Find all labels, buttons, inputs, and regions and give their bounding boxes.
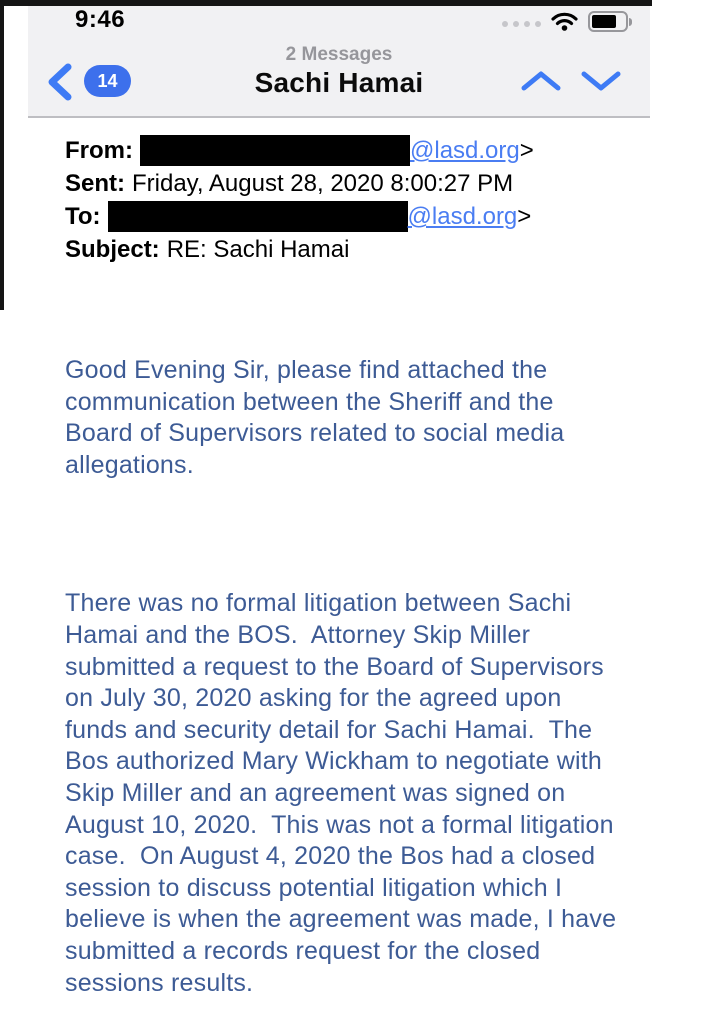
from-label: From: (65, 137, 133, 164)
to-email-link[interactable]: @lasd.org (407, 203, 518, 230)
status-icons (502, 9, 628, 32)
email-content (65, 134, 645, 999)
screenshot-left-border (0, 0, 4, 310)
subject-label: Subject: (65, 236, 160, 263)
messages-count-label: 2 Messages (285, 44, 393, 65)
sent-label: Sent: (65, 170, 125, 197)
from-suffix: > (519, 137, 534, 164)
unread-count-badge[interactable]: 14 (84, 65, 131, 97)
message-nav-buttons (520, 68, 622, 94)
header-row-from (65, 134, 645, 167)
to-suffix: > (517, 203, 532, 230)
from-email-link[interactable]: @lasd.org (410, 137, 520, 164)
battery-fill (592, 15, 616, 28)
battery-nub (629, 18, 632, 26)
header-row-sent (65, 167, 645, 200)
to-label: To: (65, 203, 101, 230)
status-time: 9:46 (75, 6, 126, 33)
email-body-paragraph-2: There was no formal litigation between Sachi Hamai and the BOS. Attorney Skip Miller submitted a request to the Board of Supervisors on July 30, 2020 asking for the agreed upon funds and security detail for Sachi Hamai. The Bos authorized Mary Wickham to negotiate with Skip Miller and an agreement was signed on August 10, 2020. This was not a formal litigation case. On August 4, 2020 the Bos had a closed session to discuss potential litigation which I believe is when the agreement was made, I have submitted a records request for the closed sessions results. (65, 589, 617, 997)
header-row-to (65, 200, 645, 233)
previous-message-chevron-icon[interactable] (520, 68, 562, 94)
next-message-chevron-icon[interactable] (580, 68, 622, 94)
thread-title: Sachi Hamai (254, 67, 424, 98)
header-row-subject (65, 233, 645, 266)
email-headers (65, 134, 645, 266)
sent-value: Friday, August 28, 2020 8:00:27 PM (132, 170, 514, 197)
email-body-paragraph-1: Good Evening Sir, please find attached the communication between the Sheriff and the Board of Supervisors related to social media allegations. (65, 356, 565, 479)
subject-value: RE: Sachi Hamai (166, 236, 350, 263)
mail-nav-bar (28, 34, 650, 116)
redacted-from-address (140, 135, 410, 166)
status-bar (28, 6, 650, 34)
redacted-to-address (108, 201, 408, 232)
battery-icon (588, 11, 628, 32)
phone-chrome (28, 6, 650, 118)
cellular-signal-icon (502, 21, 541, 27)
wifi-icon (551, 11, 578, 31)
